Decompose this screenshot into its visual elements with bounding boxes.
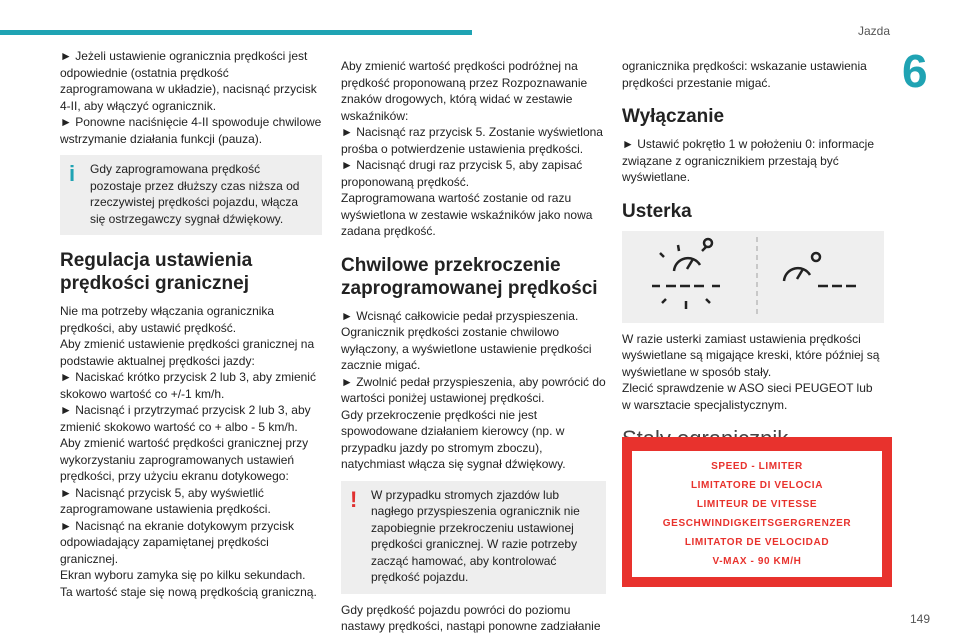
- speedometer-icon: [622, 231, 884, 323]
- paragraph: ► Ustawić pokrętło 1 w położeniu 0: informacje związane z ogranicznikiem przestają być wyświetlane.: [622, 137, 874, 184]
- section-heading: Wyłączanie: [622, 106, 725, 127]
- column-1: [60, 48, 322, 600]
- column-3: [622, 58, 884, 481]
- paragraph: ► Wcisnąć całkowicie pedał przyspieszenia. Ogranicznik prędkości zostanie chwilowo wyłączony, a wyświetlone ustawienie prędkości zacznie migać.: [341, 308, 592, 372]
- paragraph: ► Nacisnąć drugi raz przycisk 5, aby zapisać proponowaną prędkość.: [341, 158, 583, 189]
- fault-display-illustration: [622, 231, 884, 323]
- section-title: Jazda: [857, 24, 890, 38]
- paragraph: Zaprogramowana wartość zostanie od razu wyświetlona w zestawie wskaźników jako nowa zadana prędkość.: [341, 191, 593, 238]
- label-line: SPEED - LIMITER: [711, 461, 803, 472]
- label-line: LIMITATOR DE VELOCIDAD: [684, 537, 830, 548]
- chapter-number: 6: [902, 45, 928, 97]
- header-bar: [0, 30, 472, 35]
- label-line: GESCHWINDIGKEITSGERGRENZER: [662, 518, 852, 529]
- paragraph: ► Nacisnąć i przytrzymać przycisk 2 lub 3, aby zmienić skokowo wartość co + albo - 5 km/h.: [60, 403, 311, 434]
- section-heading: Regulacja ustawienia prędkości granicznej: [60, 250, 253, 294]
- paragraph: Gdy przekroczenie prędkości nie jest spowodowane działaniem kierowcy (np. w przypadku jazdy po stromym zboczu), natychmiast włącza się sygnał dźwiękowy.: [341, 407, 566, 471]
- paragraph: ► Nacisnąć raz przycisk 5. Zostanie wyświetlona prośba o potwierdzenie ustawienia prędkości.: [341, 125, 603, 156]
- column-2: [341, 58, 606, 635]
- section-heading: Chwilowe przekroczenie zaprogramowanej prędkości: [341, 254, 598, 299]
- section-heading: Usterka: [622, 200, 692, 222]
- note-text: Gdy zaprogramowana prędkość pozostaje przez dłuższy czas niższa od rzeczywistej prędkości pojazdu, włącza się ostrzegawczy sygnał dźwiękowy.: [90, 162, 300, 226]
- paragraph: ► Naciskać krótko przycisk 2 lub 3, aby zmienić skokowo wartość co +/-1 km/h.: [60, 370, 316, 401]
- paragraph: ► Ponowne naciśnięcie 4-II spowoduje chwilowe wstrzymanie działania funkcji (pauza).: [60, 115, 322, 146]
- paragraph: Aby zmienić wartość prędkości podróżnej na prędkość proponowaną przez Rozpoznawanie znaków drogowych, którą widać w zestawie wskaźników:: [341, 59, 588, 123]
- paragraph: ► Nacisnąć na ekranie dotykowym przycisk odpowiadający zapamiętanej prędkości granicznej.: [60, 518, 294, 566]
- label-line: V-MAX - 90 KM/H: [712, 556, 802, 567]
- warning-note: [341, 481, 606, 594]
- note-text: W przypadku stromych zjazdów lub nagłego przyspieszenia ogranicznik nie zapobiegnie przekroczeniu ustawionej prędkości granicznej. W razie potrzeby zacząć hamować, aby kontrolować prędkość pojazdu.: [371, 487, 580, 584]
- paragraph: ► Jeżeli ustawienie ogranicznia prędkości jest odpowiednie (ostatnia prędkość zaprogramowana w układzie), nacisnąć przycisk 4-II, aby włączyć ogranicznik.: [60, 49, 317, 113]
- info-note: [60, 155, 322, 235]
- label-line: LIMITEUR DE VITESSE: [696, 499, 818, 510]
- paragraph: Ekran wyboru zamyka się po kilku sekundach.: [60, 568, 306, 582]
- info-icon: i: [69, 161, 76, 186]
- paragraph: Zlecić sprawdzenie w ASO sieci PEUGEOT lub w warsztacie specjalistycznym.: [622, 381, 873, 412]
- page-number: 149: [909, 612, 930, 626]
- paragraph: Aby zmienić wartość prędkości granicznej przy wykorzystaniu zaprogramowanych ustawień prędkości, przy użyciu ekranu dotykowego:: [60, 436, 309, 483]
- paragraph: ► Nacisnąć przycisk 5, aby wyświetlić zaprogramowane ustawienia prędkości.: [60, 485, 271, 516]
- label-text-panel: [632, 451, 882, 577]
- warning-icon: !: [350, 486, 358, 512]
- paragraph: W razie usterki zamiast ustawienia prędkości wyświetlane są migające kreski, które później są wyświetlane w sposób stały.: [622, 331, 880, 379]
- paragraph: Aby zmienić ustawienie prędkości granicznej na podstawie aktualnej prędkości jazdy:: [60, 337, 315, 368]
- speed-limiter-label: [622, 437, 892, 587]
- paragraph: Ta wartość staje się nową prędkością graniczną.: [60, 584, 317, 599]
- paragraph: Nie ma potrzeby włączania ogranicznika prędkości, aby ustawić prędkość.: [60, 304, 275, 335]
- paragraph: ► Zwolnić pedał przyspieszenia, aby powrócić do wartości poniżej ustawionej prędkości.: [341, 374, 606, 405]
- paragraph: Gdy prędkość pojazdu powróci do poziomu nastawy prędkości, nastąpi ponowne zadziałanie: [341, 602, 601, 633]
- paragraph: ogranicznika prędkości: wskazanie ustawienia prędkości przestanie migać.: [622, 59, 867, 90]
- label-line: LIMITATORE DI VELOCIA: [690, 480, 824, 491]
